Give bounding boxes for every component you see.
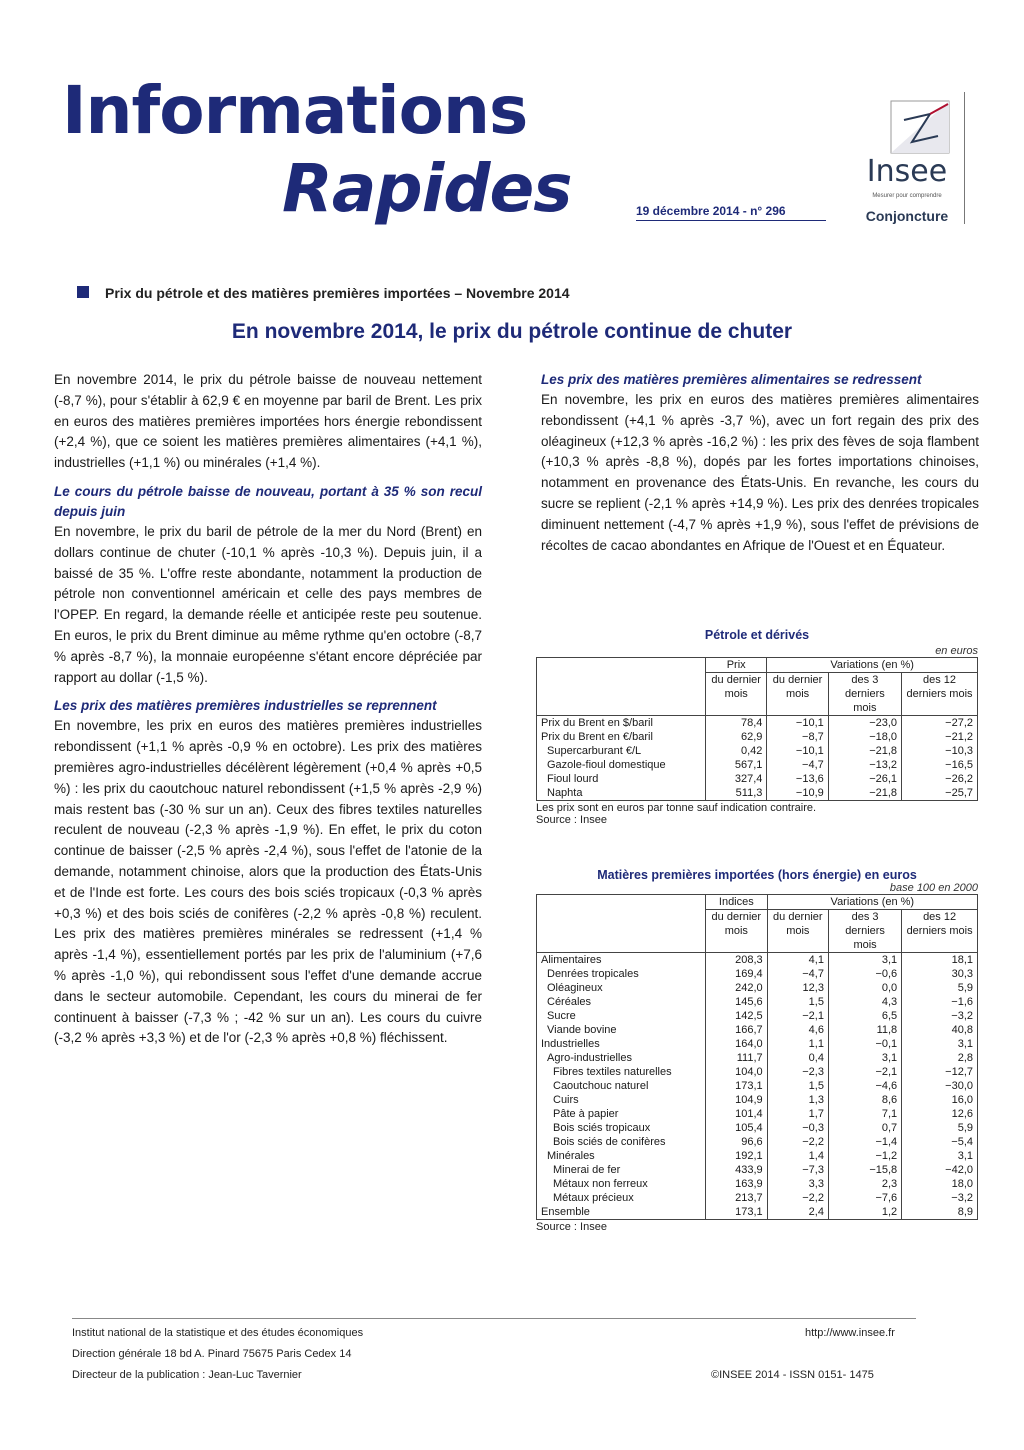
- commodities-table-cell-v4: −42,0: [902, 1163, 978, 1177]
- intro-paragraph: En novembre 2014, le prix du pétrole baisse de nouveau nettement (-8,7 %), pour s'établir à 62,9 € en moyenne par baril de Brent. Les prix en euros des matières premières importées hors énergie rebondissent (+2,4 %), que ce soient les matières premières alimentaires (+4,1 %), industrielles (+1,1 %) ou minérales (+1,4 %).: [54, 372, 482, 471]
- oil-table-cell-v1: 62,9: [706, 730, 767, 744]
- commodities-table-cell-v4: −5,4: [902, 1135, 978, 1149]
- footer-address: Direction générale 18 bd A. Pinard 75675 Paris Cedex 14: [72, 1348, 352, 1360]
- oil-table-cell-v1: 327,4: [706, 772, 767, 786]
- commodities-table-row: [537, 1009, 978, 1023]
- commodities-table-cell-v3: 3,1: [828, 953, 901, 968]
- commodities-table-cell-label: Céréales: [537, 995, 706, 1009]
- commodities-table-cell-v1: 213,7: [706, 1191, 768, 1205]
- commodities-table-head-variations: Variations (en %): [767, 895, 977, 910]
- commodities-table-cell-v4: 18,1: [902, 953, 978, 968]
- oil-table-col2: du dernier mois: [767, 673, 828, 716]
- commodities-table-cell-v3: 8,6: [828, 1093, 901, 1107]
- commodities-table-cell-v4: −1,6: [902, 995, 978, 1009]
- commodities-table-cell-v1: 166,7: [706, 1023, 768, 1037]
- commodities-table-cell-v3: −7,6: [828, 1191, 901, 1205]
- commodities-table-cell-v1: 173,1: [706, 1079, 768, 1093]
- commodities-table-row: [537, 1107, 978, 1121]
- commodities-table-row: [537, 1051, 978, 1065]
- oil-table-corner: [537, 658, 706, 716]
- commodities-table-row: [537, 1177, 978, 1191]
- commodities-table-row: [537, 1065, 978, 1079]
- commodities-table-cell-v4: −3,2: [902, 1009, 978, 1023]
- commodities-table: [536, 894, 978, 1220]
- commodities-table-row: [537, 967, 978, 981]
- oil-table-cell-v3: −23,0: [828, 716, 901, 731]
- commodities-table-cell-v4: 16,0: [902, 1093, 978, 1107]
- oil-table-cell-v4: −10,3: [902, 744, 978, 758]
- commodities-table-row: [537, 1121, 978, 1135]
- commodities-table-cell-v3: 3,1: [828, 1051, 901, 1065]
- commodities-table-cell-label: Oléagineux: [537, 981, 706, 995]
- commodities-table-cell-v1: 96,6: [706, 1135, 768, 1149]
- insee-logo-section: Conjoncture: [865, 208, 949, 224]
- section-industrial-title: Les prix des matières premières industrielles se reprennent: [54, 698, 437, 714]
- commodities-table-row: [537, 1205, 978, 1220]
- commodities-table-cell-v1: 104,0: [706, 1065, 768, 1079]
- oil-table-cell-v2: −10,1: [767, 744, 828, 758]
- commodities-table-cell-v1: 142,5: [706, 1009, 768, 1023]
- commodities-table-cell-v2: 1,7: [767, 1107, 828, 1121]
- commodities-table-corner: [537, 895, 706, 953]
- insee-logo-mark-icon: [890, 100, 950, 154]
- subject-line: Prix du pétrole et des matières premières importées – Novembre 2014: [105, 285, 570, 301]
- commodities-table-cell-label: Sucre: [537, 1009, 706, 1023]
- oil-table-row: [537, 758, 978, 772]
- oil-table-head-price: Prix: [706, 658, 767, 673]
- commodities-table-unit: base 100 en 2000: [889, 882, 978, 894]
- commodities-table-cell-v3: 2,3: [828, 1177, 901, 1191]
- oil-table-block: [536, 628, 978, 826]
- oil-table-row: [537, 730, 978, 744]
- oil-table-cell-v1: 511,3: [706, 786, 767, 801]
- commodities-table-cell-label: Métaux non ferreux: [537, 1177, 706, 1191]
- oil-table-source: Source : Insee: [536, 814, 607, 826]
- commodities-table-col1: du dernier mois: [706, 910, 768, 953]
- commodities-table-cell-v2: −4,7: [767, 967, 828, 981]
- commodities-table-row: [537, 995, 978, 1009]
- commodities-table-cell-v2: −2,3: [767, 1065, 828, 1079]
- commodities-table-cell-v1: 164,0: [706, 1037, 768, 1051]
- commodities-table-cell-v4: 30,3: [902, 967, 978, 981]
- commodities-table-cell-v3: 7,1: [828, 1107, 901, 1121]
- oil-table-row: [537, 786, 978, 801]
- commodities-table-cell-label: Bois sciés de conifères: [537, 1135, 706, 1149]
- commodities-table-cell-v2: 1,5: [767, 995, 828, 1009]
- commodities-table-cell-v2: −2,1: [767, 1009, 828, 1023]
- oil-table-body: [537, 716, 978, 801]
- commodities-table-block: [536, 868, 978, 1233]
- commodities-table-cell-v4: 5,9: [902, 1121, 978, 1135]
- oil-table-cell-v2: −10,9: [767, 786, 828, 801]
- commodities-table-row: [537, 953, 978, 968]
- commodities-table-cell-v2: 1,4: [767, 1149, 828, 1163]
- commodities-table-col2: du dernier mois: [767, 910, 828, 953]
- commodities-table-cell-v2: 1,1: [767, 1037, 828, 1051]
- commodities-table-cell-v1: 105,4: [706, 1121, 768, 1135]
- masthead-title-informations: Informations: [62, 72, 528, 149]
- commodities-table-body: [537, 953, 978, 1220]
- commodities-table-row: [537, 1135, 978, 1149]
- commodities-table-row: [537, 1093, 978, 1107]
- commodities-table-cell-v4: −3,2: [902, 1191, 978, 1205]
- commodities-table-cell-v3: −0,1: [828, 1037, 901, 1051]
- commodities-table-cell-label: Alimentaires: [537, 953, 706, 968]
- oil-table-title: Pétrole et dérivés: [704, 628, 810, 642]
- section-industrial-text: En novembre, les prix en euros des matières premières industrielles rebondissent (+1,1 % après -0,9 % en octobre). Les prix des matières premières agro-industrielles décélèrent légèrement (+0,4 % après +0,5 %) : les prix du caoutchouc naturel rebondissent (+1,5 % après -2,9 %) mais restent bas (-30 % sur un an). Ceux des fibres textiles naturelles reculent de nouveau (-2,3 % après -1,9 %). En effet, le prix du coton continue de baisser (-2,5 % après -2,4 %), sous l'effet de l'atonie de la demande, notamment chinoise, alors que la production des États-Unis et de l'Inde est forte. Les cours des bois sciés tropicaux (-0,3 % après +0,3 %) et des bois sciés de conifères (-2,2 % après -0,8 %) reculent. Les prix des matières premières minérales se redressent (+1,4 % après -1,4 %), essentiellement portés par les prix de l'aluminium (+7,6 % après -1,0 %), qui rebondissent sous l'effet d'une demande accrue dans le secteur automobile. Cependant, les cours du minerai de fer continuent à baisser (-7,3 % ; -42 % sur un an). Les cours du cuivre (-3,2 % après +3,3 %) et de l'or (-2,3 % après +0,8 %) fléchissent.: [54, 718, 482, 1046]
- commodities-table-cell-v3: 1,2: [828, 1205, 901, 1220]
- commodities-table-cell-v4: −30,0: [902, 1079, 978, 1093]
- oil-table-cell-v4: −25,7: [902, 786, 978, 801]
- footer-director: Directeur de la publication : Jean-Luc Tavernier: [72, 1369, 302, 1381]
- oil-table-cell-v2: −10,1: [767, 716, 828, 731]
- commodities-table-cell-v1: 111,7: [706, 1051, 768, 1065]
- commodities-table-cell-v1: 242,0: [706, 981, 768, 995]
- commodities-table-cell-v4: 12,6: [902, 1107, 978, 1121]
- subject-bullet-icon: [77, 286, 89, 298]
- footer-divider: [72, 1318, 916, 1319]
- oil-table-cell-v2: −4,7: [767, 758, 828, 772]
- commodities-table-cell-v1: 163,9: [706, 1177, 768, 1191]
- commodities-table-row: [537, 1191, 978, 1205]
- commodities-table-cell-label: Denrées tropicales: [537, 967, 706, 981]
- commodities-table-cell-label: Agro-industrielles: [537, 1051, 706, 1065]
- commodities-table-cell-v2: 1,5: [767, 1079, 828, 1093]
- oil-table-cell-v4: −26,2: [902, 772, 978, 786]
- commodities-table-cell-v1: 104,9: [706, 1093, 768, 1107]
- oil-table-row: [537, 716, 978, 731]
- commodities-table-cell-v3: −2,1: [828, 1065, 901, 1079]
- commodities-table-head-indices: Indices: [706, 895, 768, 910]
- commodities-table-cell-label: Métaux précieux: [537, 1191, 706, 1205]
- commodities-table-source: Source : Insee: [536, 1221, 607, 1233]
- commodities-table-cell-v4: 5,9: [902, 981, 978, 995]
- commodities-table-title: Matières premières importées (hors énergie) en euros: [597, 868, 917, 882]
- oil-table: [536, 657, 978, 801]
- commodities-table-cell-label: Viande bovine: [537, 1023, 706, 1037]
- oil-table-head-variations: Variations (en %): [767, 658, 978, 673]
- commodities-table-cell-v4: 3,1: [902, 1149, 978, 1163]
- oil-table-cell-v2: −13,6: [767, 772, 828, 786]
- commodities-table-cell-v1: 173,1: [706, 1205, 768, 1220]
- oil-table-cell-label: Prix du Brent en $/baril: [537, 716, 706, 731]
- commodities-table-cell-v1: 208,3: [706, 953, 768, 968]
- oil-table-col1: du dernier mois: [706, 673, 767, 716]
- commodities-table-cell-label: Industrielles: [537, 1037, 706, 1051]
- logo-divider: [964, 92, 965, 224]
- oil-table-cell-v4: −16,5: [902, 758, 978, 772]
- commodities-table-row: [537, 1163, 978, 1177]
- commodities-table-cell-v1: 192,1: [706, 1149, 768, 1163]
- oil-table-unit: en euros: [935, 645, 978, 657]
- commodities-table-cell-v3: −15,8: [828, 1163, 901, 1177]
- oil-table-cell-label: Gazole-fioul domestique: [537, 758, 706, 772]
- oil-table-cell-v3: −26,1: [828, 772, 901, 786]
- commodities-table-cell-label: Ensemble: [537, 1205, 706, 1220]
- right-column: [541, 370, 979, 556]
- commodities-table-cell-v4: −12,7: [902, 1065, 978, 1079]
- commodities-table-cell-v4: 2,8: [902, 1051, 978, 1065]
- oil-table-row: [537, 744, 978, 758]
- commodities-table-cell-v4: 3,1: [902, 1037, 978, 1051]
- oil-table-cell-v1: 567,1: [706, 758, 767, 772]
- commodities-table-cell-v2: −7,3: [767, 1163, 828, 1177]
- footer-institute: Institut national de la statistique et des études économiques: [72, 1327, 364, 1339]
- insee-logo: [857, 92, 967, 232]
- commodities-table-cell-v4: 40,8: [902, 1023, 978, 1037]
- oil-table-cell-v3: −21,8: [828, 744, 901, 758]
- oil-table-cell-label: Fioul lourd: [537, 772, 706, 786]
- commodities-table-cell-v3: −1,2: [828, 1149, 901, 1163]
- oil-table-cell-v3: −13,2: [828, 758, 901, 772]
- commodities-table-cell-v3: 4,3: [828, 995, 901, 1009]
- commodities-table-cell-v2: 3,3: [767, 1177, 828, 1191]
- oil-table-col4: des 12 derniers mois: [902, 673, 978, 716]
- commodities-table-row: [537, 1023, 978, 1037]
- commodities-table-row: [537, 1037, 978, 1051]
- commodities-table-cell-v2: −2,2: [767, 1191, 828, 1205]
- oil-table-cell-v1: 78,4: [706, 716, 767, 731]
- commodities-table-cell-v2: 4,1: [767, 953, 828, 968]
- commodities-table-cell-label: Minérales: [537, 1149, 706, 1163]
- commodities-table-cell-v1: 433,9: [706, 1163, 768, 1177]
- oil-table-cell-label: Prix du Brent en €/baril: [537, 730, 706, 744]
- commodities-table-cell-label: Fibres textiles naturelles: [537, 1065, 706, 1079]
- commodities-table-cell-v3: −0,6: [828, 967, 901, 981]
- commodities-table-cell-v3: −1,4: [828, 1135, 901, 1149]
- commodities-table-cell-v4: 8,9: [902, 1205, 978, 1220]
- oil-table-cell-v1: 0,42: [706, 744, 767, 758]
- commodities-table-cell-label: Pâte à papier: [537, 1107, 706, 1121]
- oil-table-cell-v3: −18,0: [828, 730, 901, 744]
- section-food-title: Les prix des matières premières alimentaires se redressent: [541, 372, 922, 387]
- section-food-text: En novembre, les prix en euros des matières premières alimentaires rebondissent (+4,1 % après -3,7 %), avec un fort regain des prix des oléagineux (+12,3 % après -16,2 %) : les prix des fèves de soja flambent (+10,3 % après -8,8 %), dopés par les fortes importations chinoises, notamment en provenance des États-Unis. En revanche, les cours du sucre se replient (-2,1 % après +14,9 %). Les prix des denrées tropicales diminuent nettement (-4,7 % après +1,9 %), sous l'effet de prévisions de récoltes de cacao abondantes en Afrique de l'Ouest et en Équateur.: [541, 392, 979, 553]
- commodities-table-cell-v3: −4,6: [828, 1079, 901, 1093]
- footer-copyright: ©INSEE 2014 - ISSN 0151- 1475: [711, 1369, 874, 1381]
- page-headline: En novembre 2014, le prix du pétrole continue de chuter: [231, 320, 793, 343]
- commodities-table-row: [537, 1079, 978, 1093]
- commodities-table-cell-v3: 11,8: [828, 1023, 901, 1037]
- commodities-table-cell-label: Minerai de fer: [537, 1163, 706, 1177]
- commodities-table-col3: des 3 derniers mois: [828, 910, 901, 953]
- insee-logo-name: Insee: [866, 154, 948, 189]
- masthead-title-rapides: Rapides: [282, 150, 572, 227]
- commodities-table-row: [537, 981, 978, 995]
- oil-table-cell-v2: −8,7: [767, 730, 828, 744]
- commodities-table-cell-v2: 0,4: [767, 1051, 828, 1065]
- commodities-table-cell-label: Bois sciés tropicaux: [537, 1121, 706, 1135]
- oil-table-cell-v4: −21,2: [902, 730, 978, 744]
- oil-table-col3: des 3 derniers mois: [828, 673, 901, 716]
- commodities-table-cell-v3: 0,7: [828, 1121, 901, 1135]
- commodities-table-cell-v2: 12,3: [767, 981, 828, 995]
- commodities-table-cell-v2: −0,3: [767, 1121, 828, 1135]
- commodities-table-cell-label: Caoutchouc naturel: [537, 1079, 706, 1093]
- commodities-table-cell-v1: 145,6: [706, 995, 768, 1009]
- section-oil-text: En novembre, le prix du baril de pétrole de la mer du Nord (Brent) en dollars continue de chuter (-10,1 % après -10,3 %). Depuis juin, il a baissé de 35 %. L'offre reste abondante, notamment la production de pétrole non conventionnel américain et celle des pays membres de l'OPEP. En regard, la demande réelle et anticipée reste peu soutenue. En euros, le prix du Brent diminue au même rythme qu'en octobre (-8,7 % après -8,7 %), la monnaie européenne s'étant encore dépréciée par rapport au dollar (-1,5 %).: [54, 523, 482, 685]
- oil-table-cell-v3: −21,8: [828, 786, 901, 801]
- commodities-table-cell-v3: 6,5: [828, 1009, 901, 1023]
- commodities-table-cell-v2: −2,2: [767, 1135, 828, 1149]
- oil-table-cell-v4: −27,2: [902, 716, 978, 731]
- commodities-table-cell-v1: 101,4: [706, 1107, 768, 1121]
- commodities-table-cell-v1: 169,4: [706, 967, 768, 981]
- commodities-table-cell-v4: 18,0: [902, 1177, 978, 1191]
- oil-table-cell-label: Supercarburant €/L: [537, 744, 706, 758]
- issue-date: 19 décembre 2014 - n° 296: [636, 204, 826, 221]
- oil-table-note: Les prix sont en euros par tonne sauf indication contraire.: [536, 802, 817, 814]
- insee-logo-tagline: Mesurer pour comprendre: [872, 193, 942, 199]
- oil-table-cell-label: Naphta: [537, 786, 706, 801]
- commodities-table-row: [537, 1149, 978, 1163]
- section-oil-title: Le cours du pétrole baisse de nouveau, portant à 35 % son recul depuis juin: [54, 483, 482, 519]
- commodities-table-cell-v2: 1,3: [767, 1093, 828, 1107]
- commodities-table-cell-v3: 0,0: [828, 981, 901, 995]
- left-column: [54, 370, 482, 1049]
- commodities-table-cell-v2: 4,6: [767, 1023, 828, 1037]
- commodities-table-cell-v2: 2,4: [767, 1205, 828, 1220]
- oil-table-row: [537, 772, 978, 786]
- commodities-table-col4: des 12 derniers mois: [902, 910, 978, 953]
- commodities-table-cell-label: Cuirs: [537, 1093, 706, 1107]
- footer-website-link[interactable]: http://www.insee.fr: [805, 1327, 895, 1339]
